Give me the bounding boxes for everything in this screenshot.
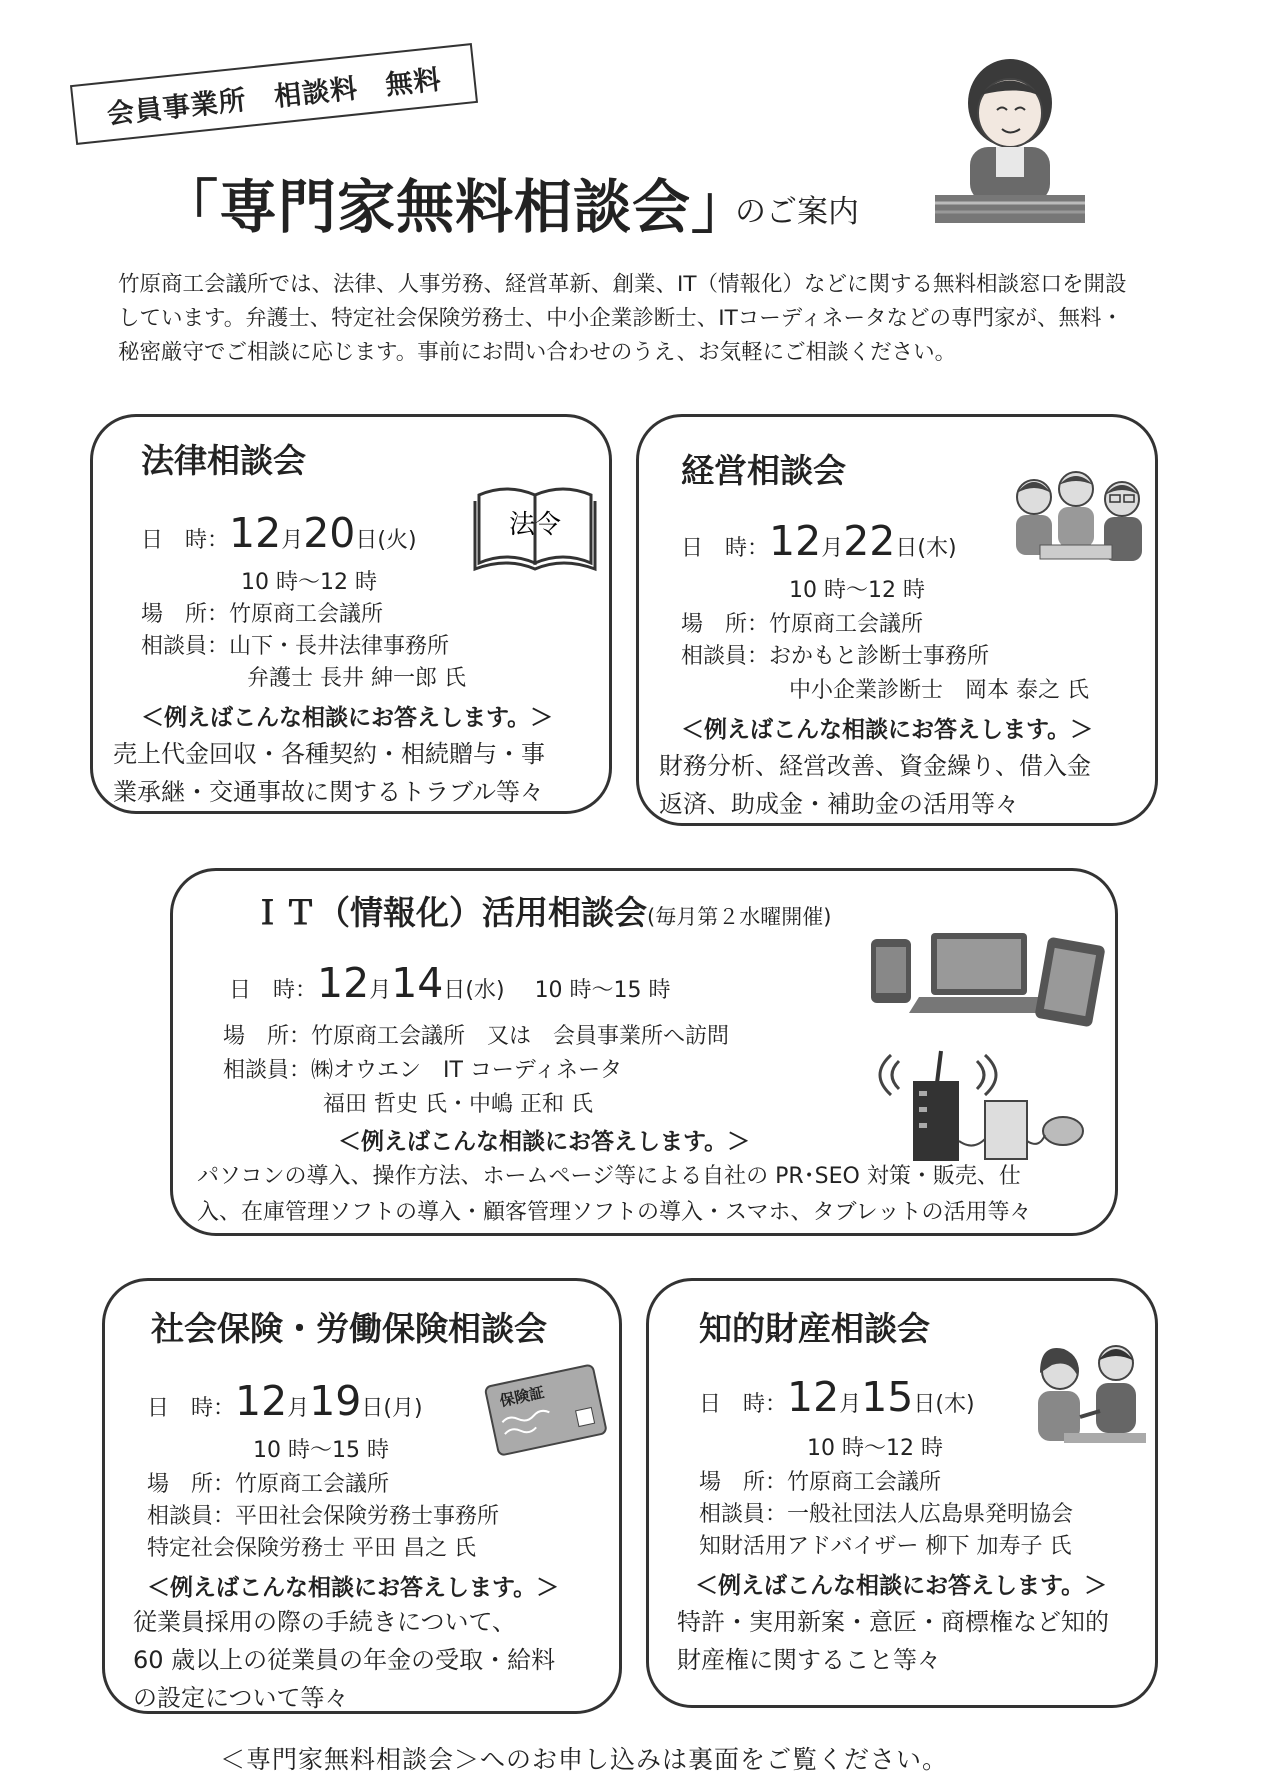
consultant-row: 相談員：一般社団法人広島県発明協会 xyxy=(699,1502,1074,1527)
weekday: (火) xyxy=(377,528,417,553)
meeting-people-illustration xyxy=(1004,467,1154,572)
example-text: パソコンの導入、操作方法、ホームページ等による自社の PR･SEO 対策・販売、仕 入、在庫管理ソフトの導入・顧客管理ソフトの導入・スマホ、タブレットの活用等々 xyxy=(197,1164,1032,1225)
example-text: 従業員採用の際の手続きについて、 60 歳以上の従業員の年金の受取・給料 の設定について等々 xyxy=(133,1608,556,1712)
consultant-name: 中小企業診断士 岡本 泰之 氏 xyxy=(789,678,1089,703)
date-row xyxy=(141,509,417,557)
example-text: 売上代金回収・各種契約・相続贈与・事 業承継・交通事故に関するトラブル等々 xyxy=(113,740,545,806)
example-text: 特許・実用新案・意匠・商標権など知的 財産権に関すること等々 xyxy=(677,1608,1109,1674)
card-title: ＩＴ（情報化）活用相談会(毎月第２水曜開催) xyxy=(251,893,832,932)
consultant-name: 知財活用アドバイザー 柳下 加寿子 氏 xyxy=(699,1534,1072,1559)
intro-text xyxy=(118,268,1158,370)
example-text: 財務分析、経営改善、資金繰り、借入金 返済、助成金・補助金の活用等々 xyxy=(659,752,1091,818)
month-value: 12 xyxy=(229,509,282,557)
date-row: 日 時：12月22日(木) xyxy=(681,517,957,565)
time-row: 10 時～12 時 xyxy=(789,578,925,603)
it-consultation-card xyxy=(170,868,1118,1236)
time-row: 10 時～12 時 xyxy=(241,570,377,595)
date-row: 日 時：12月15日(木) xyxy=(699,1373,975,1421)
book-icon xyxy=(471,477,601,572)
date-label: 日 時： xyxy=(141,528,230,553)
card-title: 知的財産相談会 xyxy=(699,1309,930,1348)
consultant-row: 相談員：山下・長井法律事務所 xyxy=(141,634,450,659)
social-insurance-consultation-card xyxy=(102,1278,622,1714)
law-consultation-card xyxy=(90,414,612,814)
day-unit: 日 xyxy=(355,528,378,553)
place-row: 場 所：竹原商工会議所 xyxy=(681,612,924,637)
card-title: 法律相談会 xyxy=(141,441,306,480)
book-label: 法令 xyxy=(508,510,562,540)
page-title-suffix: のご案内 xyxy=(735,194,859,230)
consultant-row: 相談員：㈱オウエン IT コーディネータ xyxy=(223,1058,623,1083)
intro-line: 秘密厳守でご相談に応じます。事前にお問い合わせのうえ、お気軽にご相談ください。 xyxy=(118,340,957,365)
free-consultation-tag: 会員事業所 相談料 無料 xyxy=(70,43,478,145)
consultant-name: 弁護士 長井 紳一郎 氏 xyxy=(247,666,466,691)
consultant-name: 特定社会保険労務士 平田 昌之 氏 xyxy=(147,1536,476,1561)
insurance-card-label: 保険証 xyxy=(498,1383,546,1411)
consultant-row: 相談員：平田社会保険労務士事務所 xyxy=(147,1504,500,1529)
intro-line: 竹原商工会議所では、法律、人事労務、経営革新、創業、IT（情報化）などに関する無料相談窓口を開設 xyxy=(118,272,1127,297)
example-heading: ＜例えばこんな相談にお答えします。＞ xyxy=(141,705,554,731)
insurance-card-icon xyxy=(483,1361,609,1461)
management-consultation-card xyxy=(636,414,1158,826)
page-title: 「専門家無料相談会」 xyxy=(160,173,751,241)
place-row: 場 所：竹原商工会議所 xyxy=(147,1472,390,1497)
intro-line: しています。弁護士、特定社会保険労務士、中小企業診断士、ITコーディネータなどの専門家が、無料・ xyxy=(118,306,1124,331)
place-row: 場 所：竹原商工会議所 又は 会員事業所へ訪問 xyxy=(223,1024,730,1049)
consultation-pair-illustration xyxy=(1024,1337,1154,1447)
held-monthly-note: (毎月第２水曜開催) xyxy=(647,905,832,929)
place-row: 場 所：竹原商工会議所 xyxy=(141,602,384,627)
example-heading: ＜例えばこんな相談にお答えします。＞ xyxy=(681,717,1094,743)
example-heading: ＜例えばこんな相談にお答えします。＞ xyxy=(147,1575,560,1601)
date-row: 日 時：12月19日(月) xyxy=(147,1377,423,1425)
place-row: 場 所：竹原商工会議所 xyxy=(699,1470,942,1495)
card-title: 経営相談会 xyxy=(681,451,846,490)
consultant-row: 相談員：おかもと診断士事務所 xyxy=(681,644,990,669)
time-row: 10 時～12 時 xyxy=(807,1436,943,1461)
day-value: 20 xyxy=(303,509,356,557)
month-unit: 月 xyxy=(281,528,304,553)
receptionist-illustration xyxy=(910,55,1110,225)
consultant-name: 福田 哲史 氏・中嶋 正和 氏 xyxy=(323,1092,593,1117)
intellectual-property-consultation-card xyxy=(646,1278,1158,1708)
date-row: 日 時：12月14日(水) 10 時～15 時 xyxy=(229,959,671,1007)
footer-note: ＜専門家無料相談会＞へのお申し込みは裏面をご覧ください。 xyxy=(220,1745,949,1774)
example-heading: ＜例えばこんな相談にお答えします。＞ xyxy=(338,1129,751,1155)
card-title: 社会保険・労働保険相談会 xyxy=(151,1309,547,1348)
time-row: 10 時～15 時 xyxy=(253,1438,389,1463)
it-devices-illustration xyxy=(863,931,1108,1171)
example-heading: ＜例えばこんな相談にお答えします。＞ xyxy=(695,1573,1108,1599)
